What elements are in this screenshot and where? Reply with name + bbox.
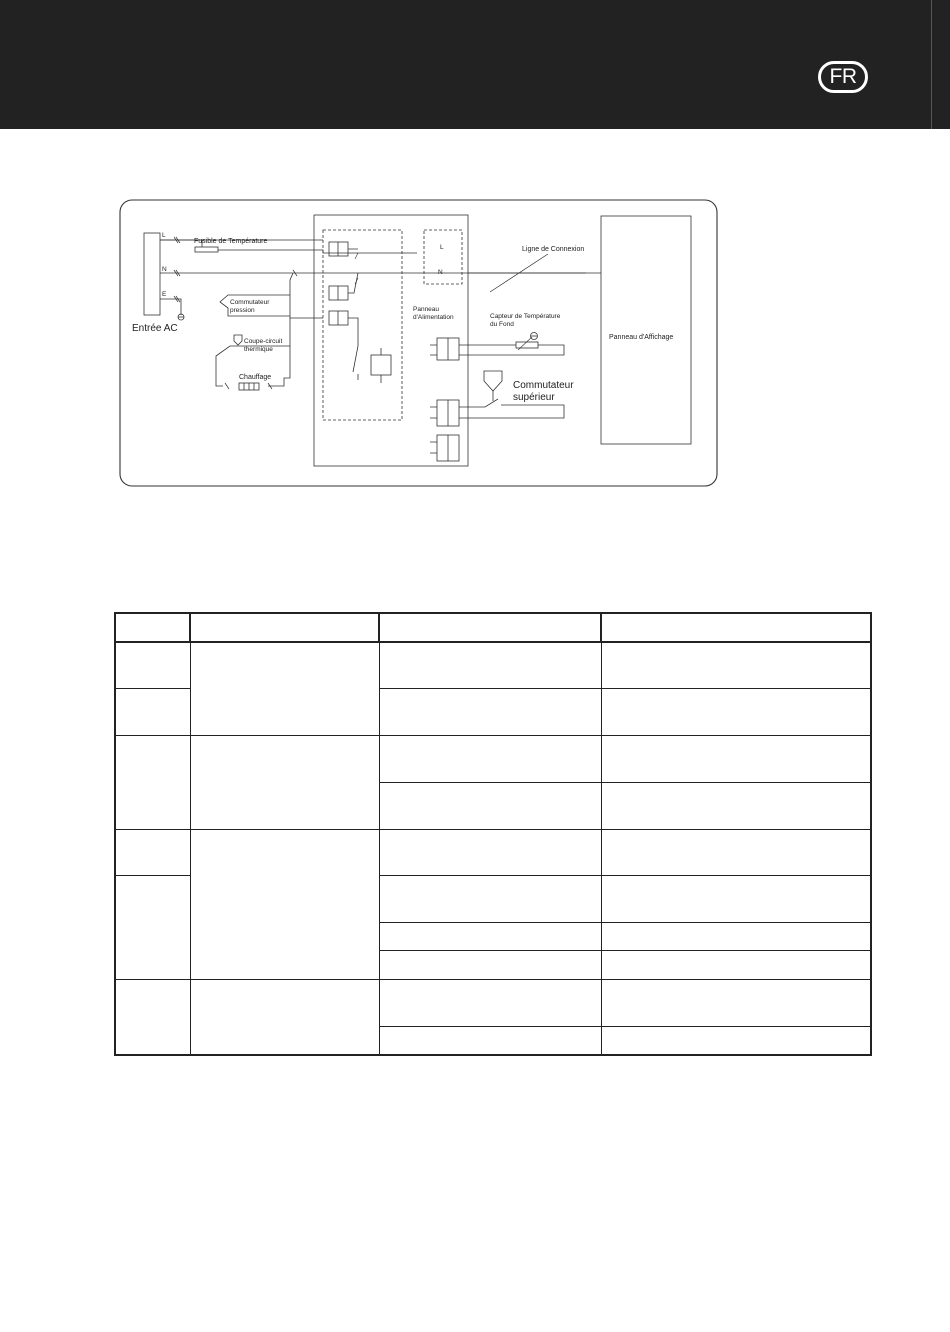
table-header-row: [115, 613, 871, 642]
temp-fuse-symbol: [195, 247, 218, 252]
wire-bottom-sensor: [459, 345, 564, 355]
table-cell: [379, 875, 601, 922]
table-cell: [379, 782, 601, 829]
thermal-cutout-symbol: [234, 335, 242, 345]
label-power-board-1: Panneau: [413, 306, 440, 313]
ln-terminal-section: [424, 230, 462, 284]
label-board-l: L: [440, 244, 444, 251]
relay-coil: [371, 355, 391, 375]
table-cell: [379, 979, 601, 1026]
table-cell: [190, 642, 379, 735]
label-display-panel: Panneau d'Affichage: [609, 334, 674, 341]
table-cell: [601, 1026, 871, 1055]
table-cell: [115, 688, 190, 735]
table-cell: [115, 979, 190, 1055]
table-cell: [601, 782, 871, 829]
label-bottom-sensor-1: Capteur de Température: [490, 313, 561, 320]
label-thermal-cutout-2: thermique: [244, 346, 273, 353]
label-pressure-switch-1: Commutateur: [230, 299, 270, 306]
wiring-diagram: [118, 198, 720, 488]
label-bottom-sensor-2: du Fond: [490, 321, 514, 328]
label-terminal-e: E: [162, 291, 167, 298]
table-cell: [601, 922, 871, 950]
table-cell: [190, 829, 379, 979]
table-cell: [379, 735, 601, 782]
table-cell: [601, 642, 871, 688]
table-cell: [601, 829, 871, 875]
table-cell: [379, 688, 601, 735]
label-top-switch-1: Commutateur: [513, 380, 574, 391]
label-thermal-cutout-1: Coupe-circuit: [244, 338, 283, 345]
label-heating: Chauffage: [239, 374, 272, 381]
table-row: [115, 829, 871, 875]
table-cell: [115, 875, 190, 979]
top-switch-symbol: [484, 371, 502, 391]
label-ac-input: Entrée AC: [132, 323, 178, 334]
header-edge-rule: [931, 0, 932, 129]
label-board-n: N: [438, 269, 443, 276]
language-badge: FR: [818, 61, 868, 93]
table-row: [115, 642, 871, 688]
table-cell: [190, 613, 379, 642]
table-cell: [115, 735, 190, 829]
wire-pressure-switch: [290, 273, 323, 318]
spec-table: [114, 612, 872, 1056]
label-terminal-n: N: [162, 266, 167, 273]
table-cell: [190, 979, 379, 1055]
table-cell: [115, 613, 190, 642]
label-terminal-l: L: [162, 232, 166, 239]
label-connection-line: Ligne de Connexion: [522, 246, 585, 253]
label-temp-fuse: Fusible de Température: [194, 238, 268, 245]
table-cell: [601, 875, 871, 922]
table-row: [115, 979, 871, 1026]
table-cell: [601, 735, 871, 782]
table-row: [115, 735, 871, 782]
table-cell: [379, 613, 601, 642]
table-cell: [379, 1026, 601, 1055]
table-cell: [379, 829, 601, 875]
table-cell: [601, 688, 871, 735]
table-cell: [115, 642, 190, 688]
page-header: [0, 0, 950, 129]
temp-sensor-symbol: [516, 342, 538, 348]
label-top-switch-2: supérieur: [513, 392, 555, 403]
table-cell: [190, 735, 379, 829]
table-cell: [379, 922, 601, 950]
table-cell: [115, 829, 190, 875]
table-cell: [379, 642, 601, 688]
display-panel: [601, 216, 691, 444]
ac-terminal-block: [144, 233, 160, 315]
table-cell: [601, 613, 871, 642]
table-cell: [601, 979, 871, 1026]
table-cell: [601, 950, 871, 979]
label-pressure-switch-2: pression: [230, 307, 255, 314]
label-power-board-2: d'Alimentation: [413, 314, 454, 321]
table-cell: [379, 950, 601, 979]
